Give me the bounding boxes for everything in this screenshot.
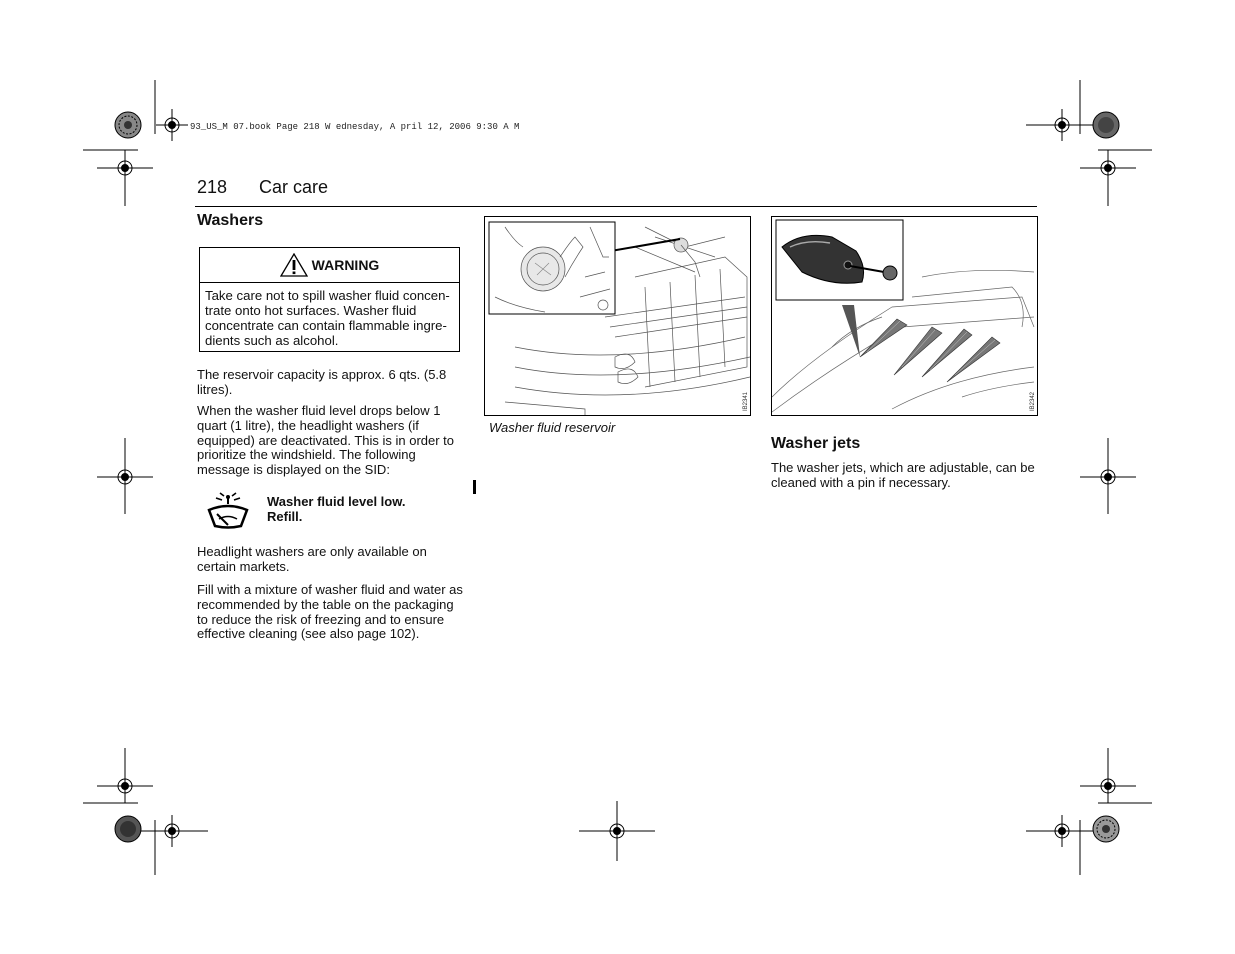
washer-fluid-icon <box>205 492 251 530</box>
washer-jets-heading: Washer jets <box>771 435 861 452</box>
washers-heading: Washers <box>197 212 264 229</box>
warning-box <box>199 247 460 352</box>
reservoir-caption: Washer fluid reservoir <box>489 420 616 435</box>
sid-message-line-2: Refill. <box>267 509 303 524</box>
jets-figure-code: IB2342 <box>1030 391 1036 411</box>
header-rule <box>195 206 1037 207</box>
washer-jets-figure <box>771 216 1038 416</box>
sid-message <box>267 494 447 524</box>
sid-message-line-1: Washer fluid level low. <box>267 494 406 509</box>
page-number: 218 <box>197 177 228 197</box>
capacity-paragraph: The reservoir capacity is approx. 6 qts. (5.8 litres). <box>197 367 447 397</box>
change-bar <box>473 480 476 494</box>
warning-title-row <box>200 248 459 283</box>
reservoir-figure <box>484 216 751 416</box>
fluid-level-paragraph: When the washer fluid level drops below 1 quart (1 litre), the headlight washers (if equipped) are deactivated. This is in order to prioritize the windshield. The following message is displayed on the SID: <box>197 403 455 478</box>
washer-jets-paragraph: The washer jets, which are adjustable, can be cleaned with a pin if necessary. <box>771 460 1035 490</box>
section-title: Car care <box>259 177 329 197</box>
warning-text: Take care not to spill washer fluid concen-trate onto hot surfaces. Washer fluid concentrate can contain flammable ingre-dients such as alcohol. <box>205 288 450 348</box>
warning-triangle-icon <box>280 253 308 277</box>
print-stamp: 93_US_M 07.book Page 218 W ednesday, A pril 12, 2006 9:30 A M <box>190 122 520 132</box>
reservoir-figure-code: IB2341 <box>743 391 749 411</box>
reservoir-illustration <box>485 217 751 416</box>
warning-label: WARNING <box>311 257 380 273</box>
fill-paragraph: Fill with a mixture of washer fluid and water as recommended by the table on the packaging to reduce the risk of freezing and to ensure effective cleaning (see also page 102). <box>197 582 463 642</box>
headlight-paragraph: Headlight washers are only available on certain markets. <box>197 544 427 574</box>
washer-jets-illustration <box>772 217 1038 416</box>
